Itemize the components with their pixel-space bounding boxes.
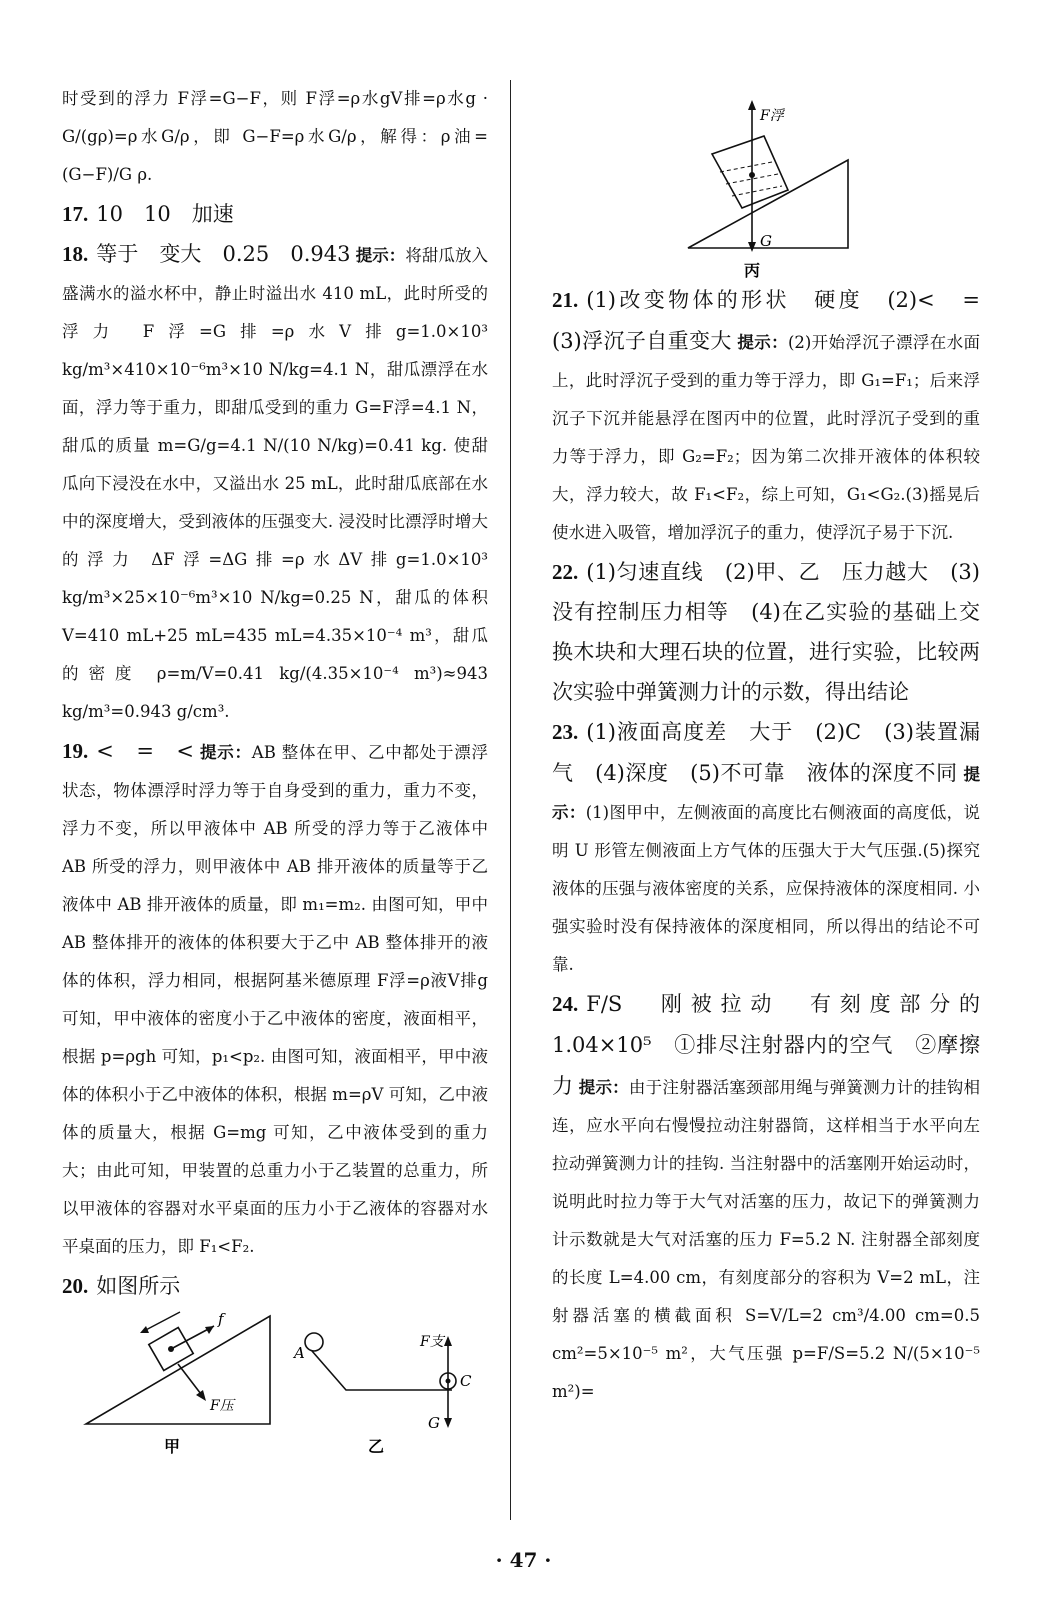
q23-hint-label: 提示： [552,765,980,822]
q18-answer [62,234,488,731]
caption-yi: 乙 [368,1437,385,1456]
q18-hint-text: 将甜瓜放入盛满水的溢水杯中，静止时溢出水 410 mL，此时所受的浮力 F浮=G排=ρ水V排g=1.0×10³ kg/m³×410×10⁻⁶m³×10 N/kg=4.1 N，甜瓜漂浮在水面，浮力等于重力，即甜瓜受到的重力 G=F浮=4.1 N，甜瓜的质量 m=G/g=4.1 N/(10 N/kg)=0.41 kg. 使甜瓜向下浸没在水中，又溢出水 25 mL，此时甜瓜底部在水中的深度增大，受到液体的压强变大. 浸没时比漂浮时增大的浮力 ΔF浮=ΔG排=ρ水ΔV排g=1.0×10³ kg/m³×25×10⁻⁶m³×10 N/kg=0.25 N，甜瓜的体积 V=410 mL+25 mL=435 mL=4.35×10⁻⁴ m³，甜瓜的密度 ρ=m/V=0.41 kg/(4.35×10⁻⁴ m³)≈943 kg/m³=0.943 g/cm³. [62,246,488,721]
q24-hint-label: 提示： [578,1078,629,1097]
q24-number: 24. [552,992,579,1016]
q19-answer [62,731,488,1266]
q23-answer [552,712,980,984]
q22-answer-text: (1)匀速直线 (2)甲、乙 压力越大 (3)没有控制压力相等 (4)在乙实验的基础上交换木块和大理石块的位置，进行实验，比较两次实验中弹簧测力计的示数，得出结论 [552,560,980,704]
support-arrowhead [444,1336,452,1346]
q18-number: 18. [62,242,89,266]
label-g-yi: G [428,1414,440,1432]
float-arrowhead [748,100,756,110]
pressure-arrowhead [196,1390,206,1401]
figure-yi [292,1333,472,1456]
q19-hint-label: 提示： [200,743,252,762]
q19-answer-text: < = < [96,739,195,763]
label-f-float: F浮 [760,108,784,124]
label-f-support: F支 [420,1334,444,1350]
q23-number: 23. [552,720,579,744]
track-yi [312,1351,452,1390]
q21-number: 21. [552,288,579,312]
q17-answer-text: 10 10 加速 [96,202,234,226]
q17-number: 17. [62,202,89,226]
q21-hint-label: 提示： [737,333,788,352]
q21-answer-text: (1)改变物体的形状 硬度 (2)< = (3)浮沉子自重变大 [552,288,1001,353]
gravity-arrowhead-bing [748,242,756,252]
figure-bing [552,80,980,280]
q23-hint-text: (1)图甲中，左侧液面的高度比右侧液面的高度低，说明 U 形管左侧液面上方气体的压强大于大气压强.(5)探究液体的压强与液体密度的关系，应保持液体的深度相同. 小强实验时没有保持液体的深度相同，所以得出的结论不可靠. [552,803,980,974]
q24-answer-text: F/S 刚被拉动 有刻度部分的 1.04×10⁵ ①排尽注射器内的空气 ②摩擦力 [552,992,1001,1098]
q24-answer [552,984,1001,1411]
right-column [552,80,1001,1411]
q22-answer [552,552,980,712]
q21-answer [552,280,1001,552]
q20-number: 20. [62,1274,89,1298]
q20-answer [62,1266,488,1306]
column-divider [510,80,511,1520]
q22-number: 22. [552,560,579,584]
q19-number: 19. [62,739,89,763]
q24-hint-text: 由于注射器活塞颈部用绳与弹簧测力计的挂钩相连，应水平向右慢慢拉动注射器筒，这样相当于水平向左拉动弹簧测力计的挂钩. 当注射器中的活塞刚开始运动时，说明此时拉力等于大气对活塞的压力，故记下的弹簧测力计示数就是大气对活塞的压力 F=5.2 N. 注射器全部刻度的长度 L=4.00 cm，有刻度部分的容积为 V=2 mL，注射器活塞的横截面积 S=V/L=2 cm³/4.00 cm=0.5 cm²=5×10⁻⁵ m²，大气压强 p=F/S=5.2 N/(5×10⁻⁵ m²)= [552,1078,981,1401]
cup-bing [712,136,788,208]
q18-hint-label: 提示： [355,246,406,265]
figure-jia [86,1310,270,1456]
left-column [62,80,488,1456]
gravity-arrowhead-yi [444,1418,452,1428]
q20-answer-text: 如图所示 [96,1274,181,1298]
q20-figures [62,1306,488,1456]
q19-hint-text: AB 整体在甲、乙中都处于漂浮状态，物体漂浮时浮力等于自身受到的重力，重力不变，浮力不变，所以甲液体中 AB 所受的浮力等于乙液体中 AB 所受的浮力，则甲液体中 AB 排开液体的质量等于乙液体中 AB 排开液体的质量，即 m₁=m₂. 由图可知，甲中 AB 整体排开的液体的体积要大于乙中 AB 整体排开的液体的体积，浮力相同，根据阿基米德原理 F浮=ρ液V排g 可知，甲中液体的密度小于乙中液体的密度，液面相平，根据 p=ρgh 可知，p₁<p₂. 由图可知，液面相平，甲中液体的体积小于乙中液体的体积，根据 m=ρV 可知，乙中液体的质量大，根据 G=mg 可知，乙中液体受到的重力大；由此可知，甲装置的总重力小于乙装置的总重力，所以甲液体的容器对水平桌面的压力小于乙液体的容器对水平桌面的压力，即 F₁<F₂. [62,743,489,1256]
q16-continuation: 时受到的浮力 F浮=G−F，则 F浮=ρ水gV排=ρ水g · G/(gρ)=ρ水G/ρ，即 G−F=ρ水G/ρ，解得：ρ油=(G−F)/G ρ. [62,89,488,184]
label-g-bing: G [760,232,772,250]
q17-answer [62,194,488,234]
q23-answer-text: (1)液面高度差 大于 (2)C (3)装置漏气 (4)深度 (5)不可靠 液体的深度不同 [552,720,980,785]
label-a: A [294,1344,305,1362]
caption-jia: 甲 [164,1437,181,1456]
caption-bing: 丙 [743,261,761,280]
page-number: · 47 · [495,1548,552,1572]
ball-a [305,1333,323,1351]
friction-label: f [218,1310,224,1328]
q18-answer-text: 等于 变大 0.25 0.943 [96,242,351,266]
q21-hint-text: (2)开始浮沉子漂浮在水面上，此时浮沉子受到的重力等于浮力，即 G₁=F₁；后来浮沉子下沉并能悬浮在图丙中的位置，此时浮沉子受到的重力等于浮力，即 G₂=F₂；因为第二次排开液体的体积较大，浮力较大，故 F₁<F₂，综上可知，G₁<G₂.(3)摇晃后使水进入吸管，增加浮沉子的重力，使浮沉子易于下沉. [552,333,981,542]
label-c: C [460,1372,472,1390]
pressure-label: F压 [210,1398,234,1414]
